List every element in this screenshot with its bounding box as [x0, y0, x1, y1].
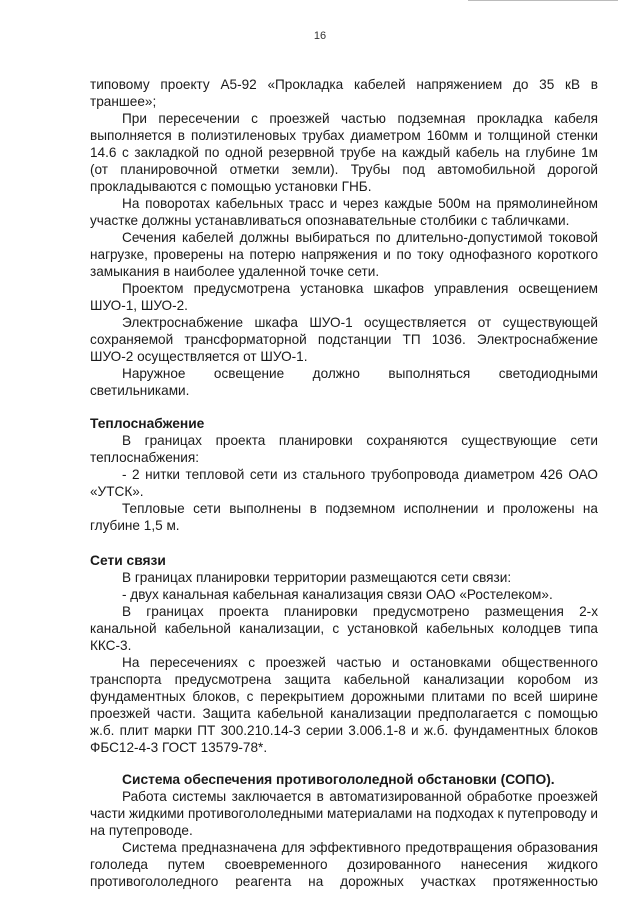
- paragraph: - 2 нитки тепловой сети из стального трубопровода диаметром 426 ОАО «УТСК».: [90, 467, 598, 499]
- paragraph: Тепловые сети выполнены в подземном исполнении и проложены на глубине 1,5 м.: [90, 501, 598, 533]
- section-heading: Система обеспечения противогололедной обстановки (СОПО).: [122, 772, 555, 787]
- paragraph: Система предназначена для эффективного предотвращения образования гололеда путем своевременного дозированного нанесения жидкого противогололедного реагента на дорожных участках протяженностью: [90, 840, 598, 889]
- paragraph: На поворотах кабельных трасс и через каждые 500м на прямолинейном участке должны устанавливаться опознавательные столбики с табличками.: [90, 196, 598, 228]
- paragraph: В границах планировки территории размещаются сети связи:: [122, 570, 512, 585]
- paragraph: На пересечениях с проезжей частью и остановками общественного транспорта предусмотрена защита кабельной канализации коробом из фундаментных блоков, с перекрытием дорожными плитами по всей ширине проезжей части. Защита кабельной канализации предполагается с помощью ж.б. плит марки ПТ 300.210.14-3 серии 3.006.1-8 и ж.б. фундаментных блоков ФБС12-4-3 ГОСТ 13579-78*.: [90, 655, 598, 755]
- paragraph: Работа системы заключается в автоматизированной обработке проезжей части жидкими противогололедными материалами на подходах к путепроводу и на путепроводе.: [90, 789, 598, 838]
- paragraph: Наружное освещение должно выполняться светодиодными светильниками.: [90, 366, 598, 398]
- paragraph: Проектом предусмотрена установка шкафов управления освещением ШУО-1, ШУО-2.: [90, 281, 598, 313]
- scan-edge-line: [468, 0, 618, 4]
- paragraph: При пересечении с проезжей частью подземная прокладка кабеля выполняется в полиэтиленовых трубах диаметром 160мм и толщиной стенки 14.6 с закладкой по одной резервной трубе на каждый кабель на глубине 1м (от планировочной отметки земли). Трубы под автомобильной дорогой прокладываются с помощью установки ГНБ.: [90, 111, 598, 194]
- document-body: [90, 76, 598, 890]
- page-number: 16: [313, 30, 327, 42]
- paragraph: В границах проекта планировки сохраняются существующие сети теплоснабжения:: [90, 433, 598, 465]
- paragraph: типовому проекту А5-92 «Прокладка кабелей напряжением до 35 кВ в траншее»;: [90, 77, 598, 109]
- section-spacer: [90, 399, 598, 415]
- section-spacer: [90, 756, 598, 771]
- paragraph: В границах проекта планировки предусмотрено размещения 2-х канальной кабельной канализации, с установкой кабельных колодцев типа ККС-3.: [90, 604, 598, 653]
- paragraph: - двух канальная кабельная канализация связи ОАО «Ростелеком».: [122, 587, 553, 602]
- paragraph: Электроснабжение шкафа ШУО-1 осуществляется от существующей сохраняемой трансформаторной подстанции ТП 1036. Электроснабжение ШУО-2 осуществляется от ШУО-1.: [90, 315, 598, 364]
- section-spacer: [90, 534, 598, 552]
- paragraph: Сечения кабелей должны выбираться по длительно-допустимой токовой нагрузке, проверены на потерю напряжения и по току однофазного короткого замыкания в наиболее удаленной точке сети.: [90, 230, 598, 279]
- section-heading: Сети связи: [90, 553, 166, 568]
- section-heading: Теплоснабжение: [90, 416, 205, 431]
